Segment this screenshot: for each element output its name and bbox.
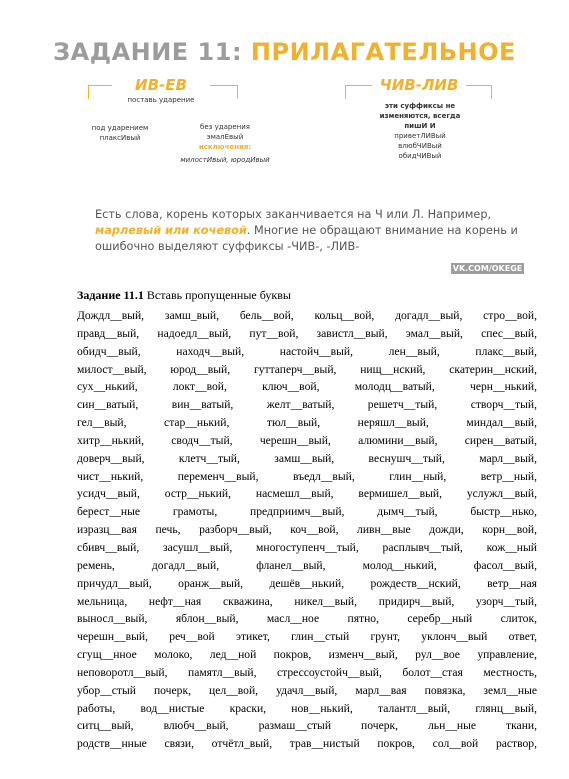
task-line: берест__ные грамоты, предприимч__вый, дымч__тый, быстр__нько, [77, 505, 537, 519]
task-line: син__ватый, вин__ватый, желт__ватый, решетч__тый, створч__тый, [77, 398, 537, 412]
task-line: черешн__вый, реч__вой этикет, глин__стый грунт, уклонч__вый ответ, [77, 630, 537, 644]
right-example-1: приветЛИВый [394, 132, 446, 140]
right-note-2: изменяются, всегда [379, 112, 461, 120]
info-text-2: . Многие не обращают внимание на корень и ошибочно выделяют суффиксы -ЧИВ-, -ЛИВ- [95, 224, 518, 253]
right-example-3: обидЧИВый [398, 152, 442, 160]
task-line: родств__нные связи, отчётл_вый, трав__нистый покров, сол__вой раствор, [77, 737, 537, 751]
task-line: неповоротл__вый, памятл__вый, стрессоустойч__вый, болот__стая местность, [77, 665, 537, 679]
stressed-example: плаксИвый [99, 134, 141, 142]
left-header: ИВ-ЕВ [135, 76, 187, 94]
right-bracket-line-left [345, 85, 372, 86]
stressed-label: под ударением [91, 124, 149, 132]
task-heading [77, 288, 537, 303]
info-highlight: марлевый или кочевой [95, 224, 247, 237]
task-line: ситц__вый, влюбч__вый, размаш__стый почерк, льн__ные ткани, [77, 719, 537, 733]
task-line: правд__вый, надоедл__вый, пут__вой, завистл__вый, эмал__вый, спес__вый, [77, 326, 537, 340]
vk-badge: VK.COM/OKEGE [452, 264, 523, 273]
exceptions-label: исключения: [198, 143, 252, 151]
page-title [0, 38, 569, 66]
info-text-1: Есть слова, корень которых заканчивается на Ч или Л. Например, [95, 208, 492, 221]
task-line: убор__стый почерк, цел__вой, удачл__вый, марл__вая повязка, земл__ные [77, 683, 537, 697]
title-part-1: ЗАДАНИЕ 11: [53, 38, 243, 66]
task-line: мельница, нефт__ная скважина, никел__вый, придирч__вый, узорч__тый, [77, 594, 537, 608]
info-paragraph [95, 207, 535, 255]
task-line: милост__вый, юрод__вый, гуттаперч__вый, нищ__нский, скатерин__нский, [77, 362, 537, 376]
unstressed-column [180, 122, 270, 152]
task-line: усидч__вый, остр__нький, насмешл__вый, вермишел__вый, услужл__вый, [77, 487, 537, 501]
task-line: хитр__нький, сводч__тый, черешн__вый, алюмини__вый, сирен__ватый, [77, 433, 537, 447]
left-bracket-line-right [210, 85, 238, 86]
exceptions-words: милостИвый, юродИвый [180, 156, 270, 164]
task-body [77, 307, 537, 753]
title-part-2: ПРИЛАГАТЕЛЬНОЕ [250, 38, 516, 66]
left-subtitle: поставь ударение [127, 96, 195, 104]
right-note-3: пишИ И [404, 122, 436, 130]
left-bracket-line-left [88, 85, 112, 86]
task-line: сух__нький, локт__вой, ключ__вой, молодц__ватый, черн__нький, [77, 380, 537, 394]
task-line: сбивч__вый, засушл__вый, многоступенч__тый, расплывч__тый, кож__ный [77, 540, 537, 554]
right-header: ЧИВ-ЛИВ [379, 76, 459, 94]
task-line: изразц__вая печь, разборч__вый, коч__вой, ливн__вые дожди, корн__вой, [77, 523, 537, 537]
right-example-2: влюбЧИВый [398, 142, 442, 150]
stressed-column [80, 123, 160, 143]
task-line: Дождл__вый, замш_вый, бель__вой, кольц__вой, догадл__вый, стро__вой, [77, 309, 537, 322]
right-note-1: эти суффиксы не [384, 102, 456, 110]
task-line: чист__нький, переменч__вый, въедл__вый, глин__ный, ветр__ный, [77, 469, 537, 483]
task-line: причудл__вый, оранж__вый, дешёв__нький, рождеств__нский, ветр__ная [77, 576, 537, 590]
unstressed-example: эмалЕвый [206, 133, 244, 141]
task-line: обидч__вый, находч__вый, настойч__вый, лен__вый, плакс__вый, [77, 344, 537, 358]
task-line: ремень, догадл__вый, фланел__вый, молод__нький, фасол__вый, [77, 558, 537, 572]
task-line: сгущ__нное молоко, лед__ной покров, изменч__вый, рул__вое управление, [77, 648, 537, 662]
task-line: выносл__вый, яблон__вый, масл__ное пятно, серебр__ный слиток, [77, 612, 537, 626]
right-bracket-line-right [466, 85, 492, 86]
task-instruction: Вставь пропущенные буквы [146, 288, 291, 302]
task-line: работы, вод__нистые краски, нов__нький, талантл__вый, глянц__вый, [77, 701, 537, 715]
right-notes [365, 101, 475, 161]
unstressed-label: без ударения [200, 123, 250, 131]
task-line: гел__вый, стар__нький, тюл__вый, неряшл__вый, миндал__вый, [77, 416, 537, 430]
task-number: Задание 11.1 [77, 288, 144, 302]
task-line: доверч__вый, клетч__тый, замш__вый, веснушч__тый, марл__вый, [77, 451, 537, 465]
